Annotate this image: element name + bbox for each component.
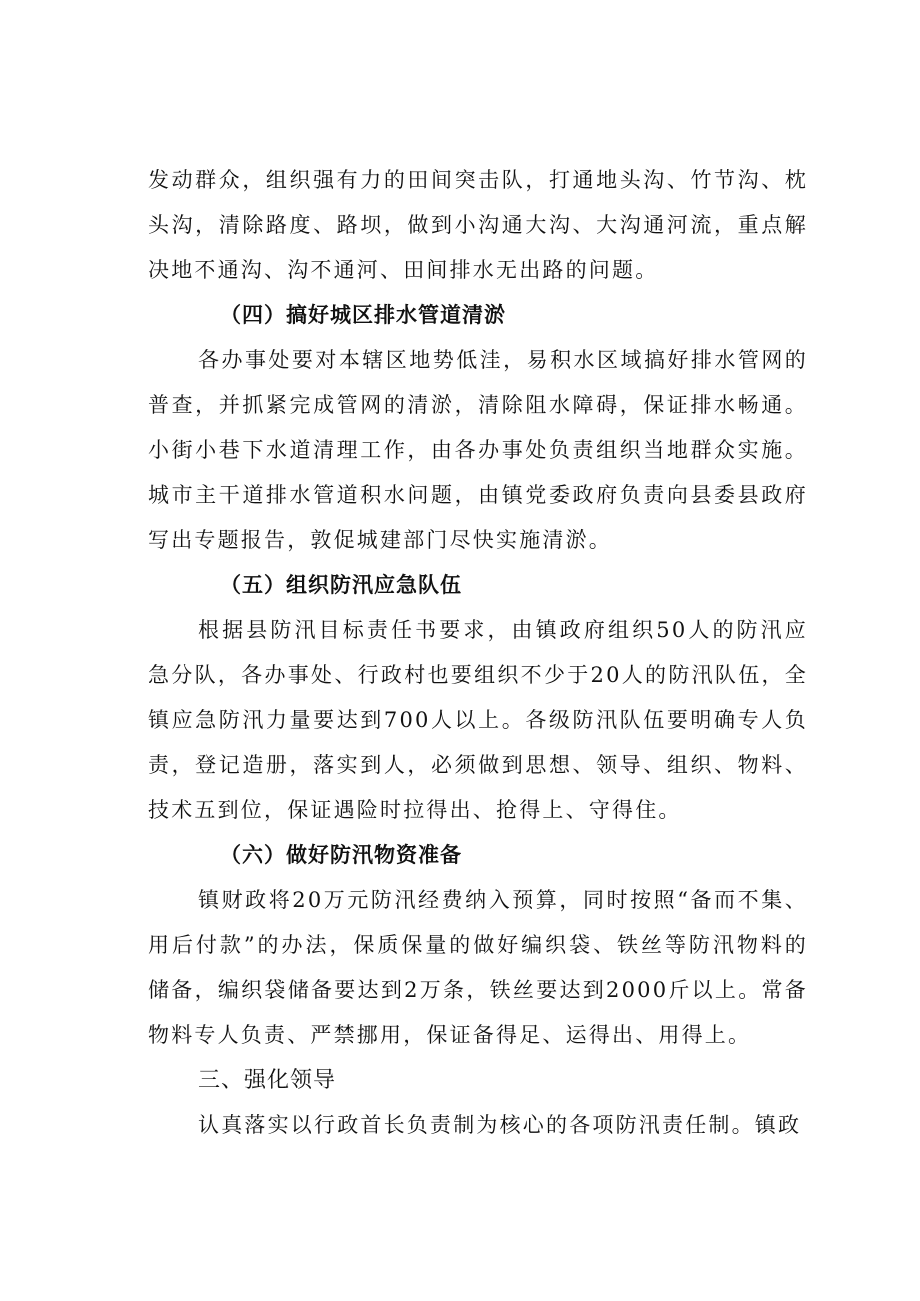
subheading-5: （五）组织防汛应急队伍: [220, 573, 462, 597]
paragraph-leadership: 认真落实以行政首长负责制为核心的各项防汛责任制。镇政: [198, 1113, 802, 1137]
document-body: [148, 158, 808, 1148]
paragraph-materials: 镇财政将20万元防汛经费纳入预算，同时按照“备而不集、用后付款”的办法，保质保量的做好编织袋、铁丝等防汛物料的储备，编织袋储备要达到2万条，铁丝要达到2000斤以上。常备物料专人负责、严禁挪用，保证备得足、运得出、用得上。: [148, 888, 808, 1047]
subheading-6: （六）做好防汛物资准备: [220, 843, 462, 867]
paragraph-emergency-team: 根据县防汛目标责任书要求，由镇政府组织50人的防汛应急分队，各办事处、行政村也要组织不少于20人的防汛队伍，全镇应急防汛力量要达到700人以上。各级防汛队伍要明确专人负责，登记造册，落实到人，必须做到思想、领导、组织、物料、技术五到位，保证遇险时拉得出、抢得上、守得住。: [148, 618, 808, 822]
paragraph-drainage: 各办事处要对本辖区地势低洼，易积水区域搞好排水管网的普查，并抓紧完成管网的清淤，清除阻水障碍，保证排水畅通。小街小巷下水道清理工作，由各办事处负责组织当地群众实施。城市主干道排水管道积水问题，由镇党委政府负责向县委县政府写出专题报告，敦促城建部门尽快实施清淤。: [148, 348, 808, 552]
subheading-4: （四）搞好城区排水管道清淤: [220, 303, 506, 327]
paragraph-continued: 发动群众，组织强有力的田间突击队，打通地头沟、竹节沟、枕头沟，清除路度、路坝，做到小沟通大沟、大沟通河流，重点解决地不通沟、沟不通河、田间排水无出路的问题。: [148, 168, 808, 282]
section-heading-3: 三、强化领导: [198, 1068, 337, 1093]
